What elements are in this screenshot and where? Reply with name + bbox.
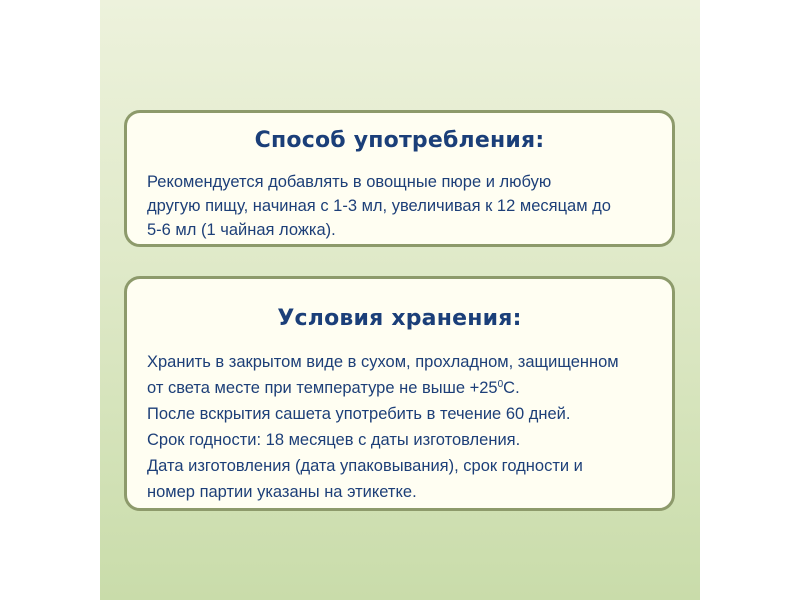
degree-superscript: 0 xyxy=(497,379,504,390)
usage-line: 5-6 мл (1 чайная ложка). xyxy=(147,221,336,239)
storage-line: Дата изготовления (дата упаковывания), срок годности и xyxy=(147,457,583,475)
storage-line-temperature xyxy=(147,375,652,401)
usage-text xyxy=(147,170,652,242)
storage-line: Срок годности: 18 месяцев с даты изготовления. xyxy=(147,431,521,449)
storage-line: После вскрытия сашета употребить в течение 60 дней. xyxy=(147,405,571,423)
storage-line: Хранить в закрытом виде в сухом, прохладном, защищенном xyxy=(147,353,619,371)
usage-line: Рекомендуется добавлять в овощные пюре и любую xyxy=(147,173,552,191)
temperature-unit: С. xyxy=(503,379,520,397)
usage-card xyxy=(124,110,675,247)
storage-title: Условия хранения: xyxy=(277,306,522,331)
storage-card xyxy=(124,276,675,511)
storage-line: номер партии указаны на этикетке. xyxy=(147,483,417,501)
usage-title: Способ употребления: xyxy=(254,128,545,153)
usage-line: другую пищу, начиная с 1-3 мл, увеличивая к 12 месяцам до xyxy=(147,197,611,215)
storage-text xyxy=(147,349,652,505)
storage-line-text: от света месте при температуре не выше +25 xyxy=(147,379,498,397)
background-panel xyxy=(100,0,700,600)
